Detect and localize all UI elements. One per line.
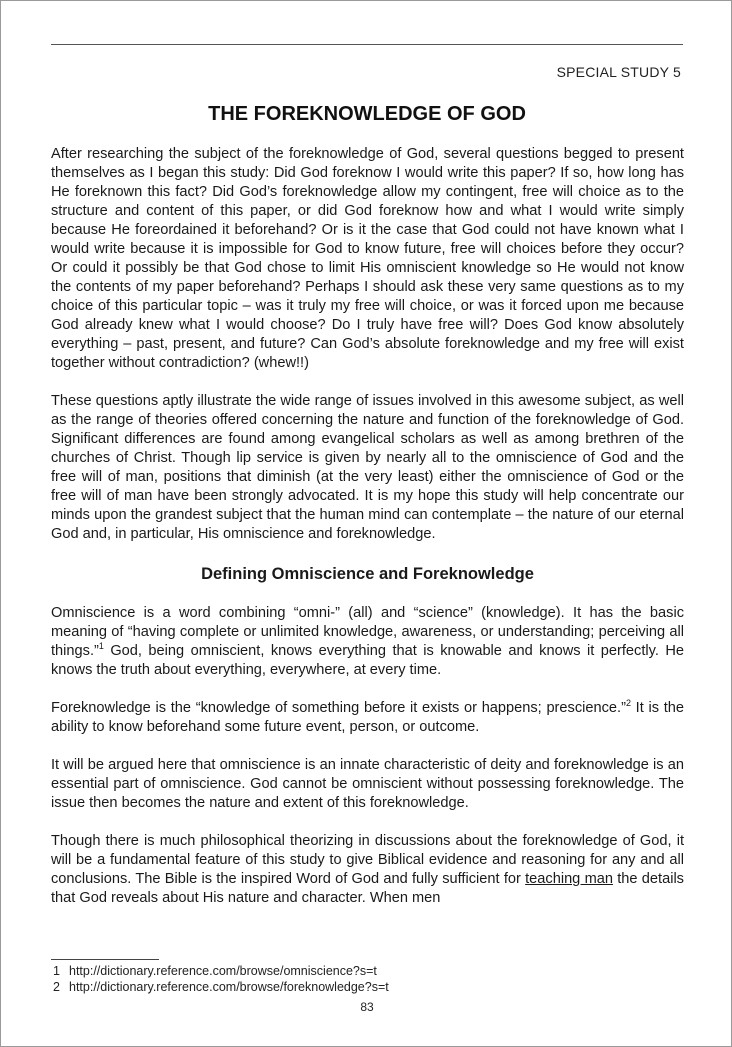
paragraph-issues: These questions aptly illustrate the wide range of issues involved in this awesome subject, as well as the range of theories offered concerning the nature and function of the foreknowledge of God. Significant differences are found among evangelical scholars as well as among brethren of the churches of Christ. Though lip service is given by nearly all to the omniscience of God and the free will of man, positions that diminish (at the very least) either the omniscience of God or the free will of man have been strongly advocated. It is my hope this study will help concentrate our minds upon the grandest subject that the human mind can contemplate – the nature of our eternal God and, in particular, His omniscience and foreknowledge.: [51, 393, 684, 542]
footnotes: [53, 963, 389, 995]
page-number: 83: [360, 1000, 374, 1014]
footnote-number: 2: [53, 980, 60, 994]
foreknowledge-text-b: It is the ability to know beforehand some future event, person, or outcome.: [51, 700, 684, 735]
underlined-phrase: teaching man: [525, 871, 613, 887]
paragraph-argument: It will be argued here that omniscience is an innate characteristic of deity and foreknowledge is an essential part of omniscience. God cannot be omniscient without possessing foreknowledge. The issue then becomes the nature and extent of this foreknowledge.: [51, 757, 684, 811]
paragraph-intro: After researching the subject of the foreknowledge of God, several questions begged to present themselves as I began this study: Did God foreknow I would write this paper? If so, how long has He foreknown this fact? Did God’s foreknowledge allow my contingent, free will choice as to the structure and content of this paper, or did God foreknow how and what I would write simply because He foreordained it beforehand? Or is it the case that God could not have known what I would write because it is impossible for God to know future, free will choices before they occur? Or could it possibly be that God chose to limit His omniscient knowledge so He would not know the contents of my paper beforehand? Perhaps I should ask these very same questions as to my choice of this particular topic – was it truly my free will choice, or was it forced upon me because God already knew what I would choose? Do I truly have free will? Does God know absolutely everything – past, present, and future? Can God’s absolute foreknowledge and my free will exist together without contradiction? (whew!!): [51, 146, 684, 371]
footnote-rule: [51, 959, 159, 960]
foreknowledge-text-a: Foreknowledge is the “knowledge of something before it exists or happens; prescience.”: [51, 700, 626, 716]
section-heading: Defining Omniscience and Foreknowledge: [201, 565, 534, 583]
footnote-1: [53, 963, 389, 979]
footnote-ref-2[interactable]: 2: [625, 698, 631, 709]
biblical-text-b: the details that God reveals about His nature and character. When men: [51, 871, 684, 906]
header-rule: [51, 44, 683, 45]
biblical-text-a: Though there is much philosophical theorizing in discussions about the foreknowledge of God, it will be a fundamental feature of this study to give Biblical evidence and reasoning for any and all conclusions. The Bible is the inspired Word of God and fully sufficient for: [51, 833, 684, 887]
footnote-ref-1[interactable]: 1: [98, 641, 104, 652]
omniscience-text-b: God, being omniscient, knows everything that is knowable and knows it perfectly. He knows the truth about everything, everywhere, at every time.: [51, 643, 684, 678]
footnote-2: [53, 979, 389, 995]
running-head: SPECIAL STUDY 5: [556, 64, 681, 80]
omniscience-text-a: Omniscience is a word combining “omni-” (all) and “science” (knowledge). It has the basic meaning of “having complete or unlimited knowledge, awareness, or understanding; perceiving all things.”: [51, 605, 684, 659]
paragraph-omniscience: [51, 604, 684, 680]
paragraph-foreknowledge: [51, 699, 684, 737]
body-text: [51, 145, 684, 927]
paragraph-biblical: [51, 832, 684, 908]
footnote-number: 1: [53, 964, 60, 978]
footnote-link[interactable]: http://dictionary.reference.com/browse/omniscience?s=t: [69, 964, 377, 978]
page-title: THE FOREKNOWLEDGE OF GOD: [208, 103, 526, 125]
footnote-link[interactable]: http://dictionary.reference.com/browse/foreknowledge?s=t: [69, 980, 389, 994]
